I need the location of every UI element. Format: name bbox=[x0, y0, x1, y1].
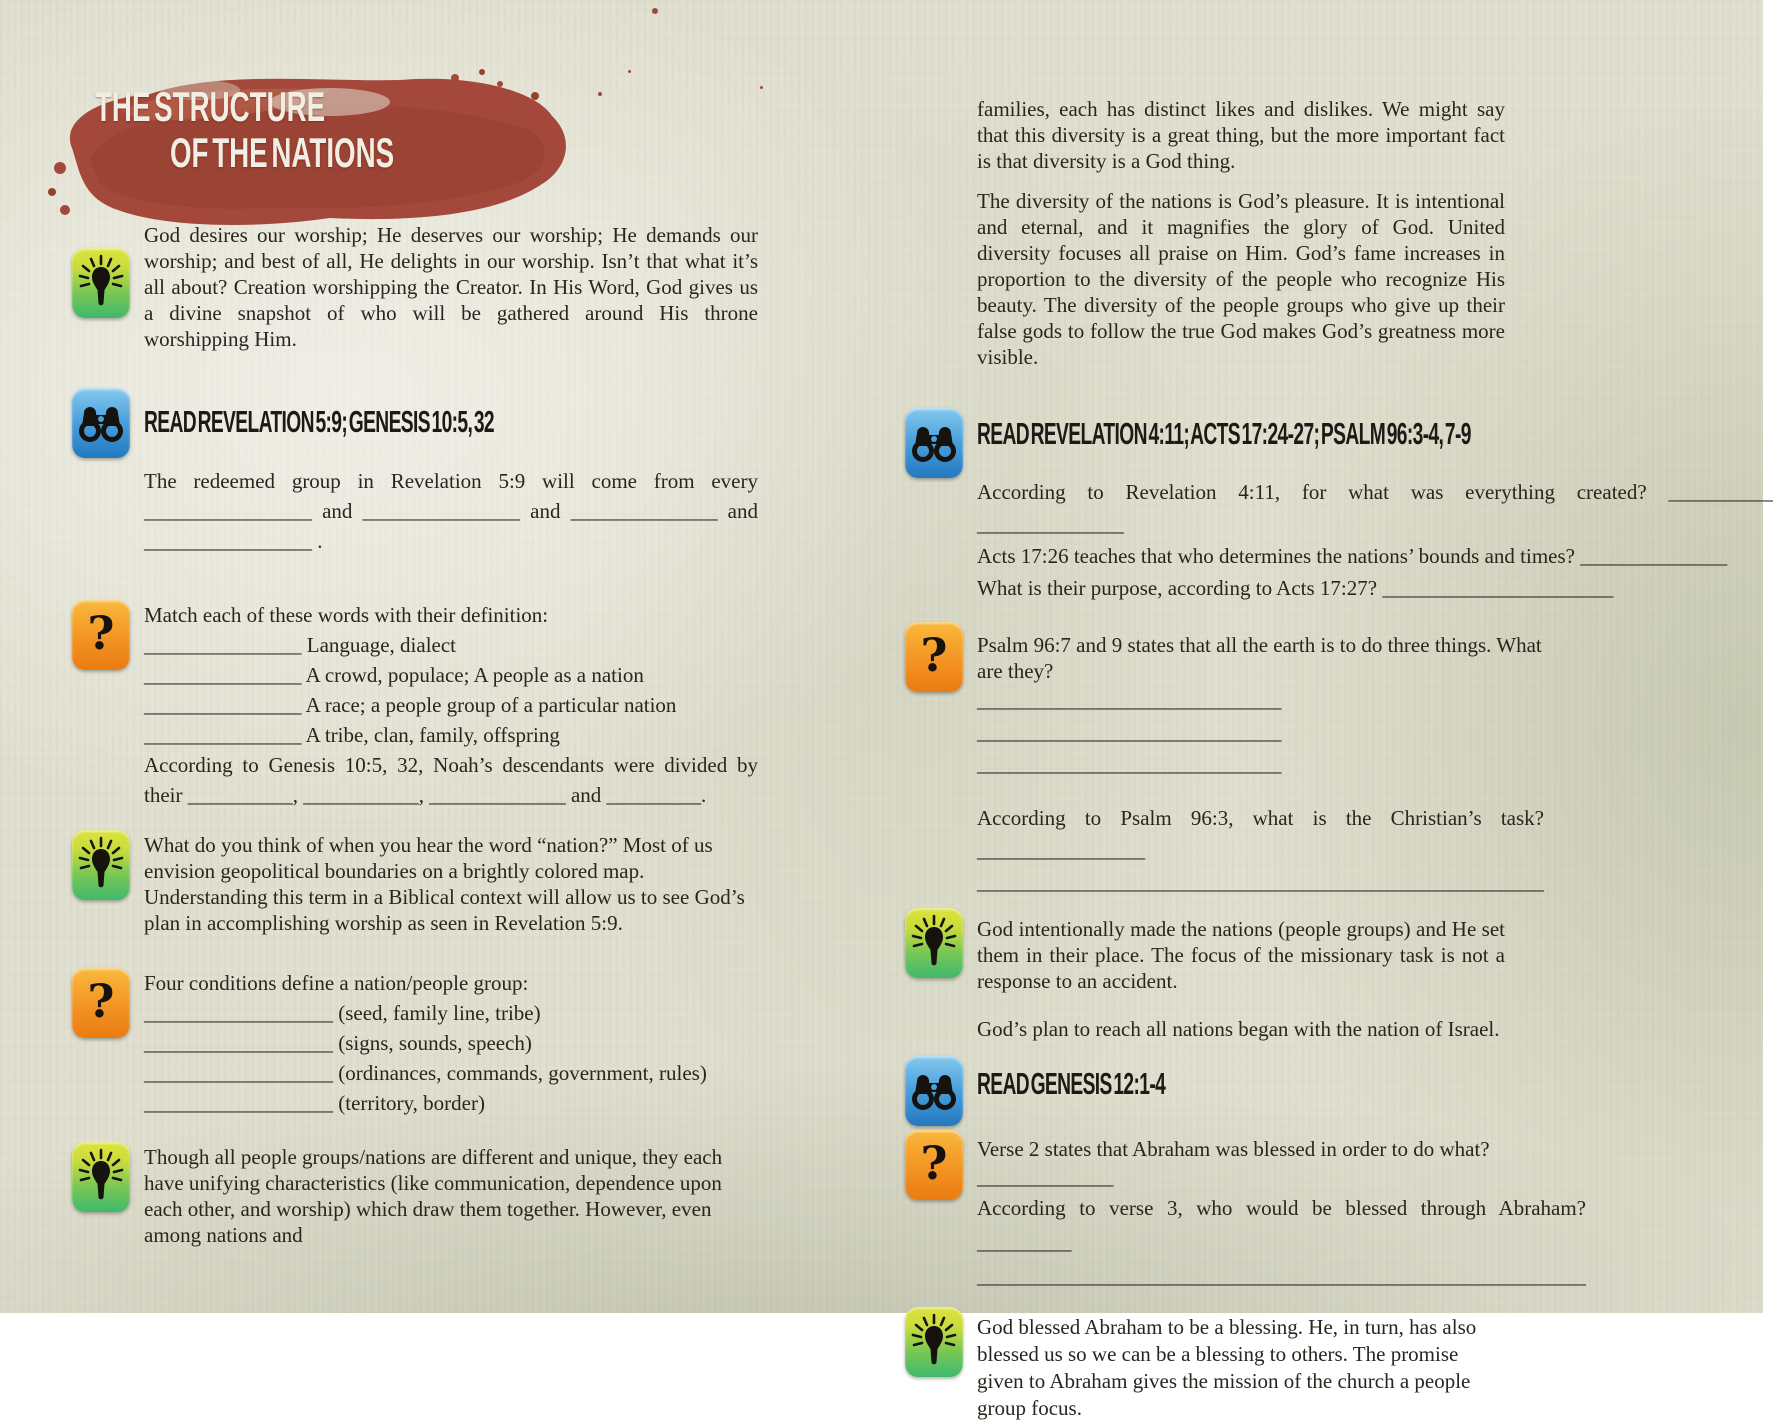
conditions-intro: Four conditions define a nation/people group: bbox=[144, 971, 529, 995]
fill-in-line: __________________ (signs, sounds, speech) bbox=[144, 1031, 532, 1055]
right-column bbox=[905, 96, 1773, 1422]
read-heading: READ REVELATION 5:9; GENESIS 10:5, 32 bbox=[144, 404, 494, 439]
fill-in-line: __________________ (ordinances, commands, government, rules) bbox=[144, 1061, 707, 1085]
question-icon bbox=[72, 968, 130, 1038]
question-icon bbox=[905, 622, 963, 692]
paragraph: God desires our worship; He deserves our worship; He demands our worship; and best of all, He delights in our worship. Isn’t that what it’s all about? Creation worshipping the Creator. In His Word, God gives us a divine snapshot of who will be gathered around His throne worshipping Him. bbox=[144, 223, 758, 351]
question-glyph: ? bbox=[920, 628, 948, 682]
section-four-conditions bbox=[72, 968, 758, 1118]
paint-speck bbox=[598, 92, 602, 96]
question-glyph: ? bbox=[87, 606, 115, 660]
fill-in-paragraph: According to verse 3, who would be blessed through Abraham? _________ __________________________________________________________ bbox=[977, 1196, 1586, 1288]
fill-in-line: __________________ (territory, border) bbox=[144, 1091, 485, 1115]
title-line-1: THE STRUCTURE bbox=[95, 83, 326, 130]
psalm-intro: Psalm 96:7 and 9 states that all the earth is to do three things. What are they? bbox=[977, 633, 1542, 683]
lightbulb-icon bbox=[72, 830, 130, 900]
paint-speck bbox=[628, 70, 631, 73]
question-glyph: ? bbox=[920, 1136, 948, 1190]
fill-in-line: _______________ A tribe, clan, family, offspring bbox=[144, 723, 560, 747]
lightbulb-icon bbox=[905, 908, 963, 978]
left-column bbox=[72, 222, 758, 1248]
section-read-rev59 bbox=[72, 388, 758, 556]
match-footer: According to Genesis 10:5, 32, Noah’s descendants were divided by their __________, ___________, _____________ and _________. bbox=[144, 753, 758, 807]
fill-in-line: _____________________________ bbox=[977, 688, 1282, 712]
question-icon bbox=[72, 600, 130, 670]
section-blessing-note bbox=[905, 1307, 1505, 1422]
fill-in-paragraph: Acts 17:26 teaches that who determines the nations’ bounds and times? ______________ bbox=[977, 544, 1728, 568]
fill-in-paragraph: Verse 2 states that Abraham was blessed in order to do what?_____________ bbox=[977, 1137, 1490, 1189]
fill-in-paragraph: According to Psalm 96:3, what is the Christian’s task? ________________ ______________________________________________________ bbox=[977, 806, 1544, 894]
section-nation-note bbox=[72, 826, 758, 936]
fill-in-line: _____________________________ bbox=[977, 720, 1282, 744]
binoculars-icon bbox=[905, 408, 963, 478]
section-read-genesis bbox=[905, 1056, 1505, 1126]
fill-in-line: __________________ (seed, family line, tribe) bbox=[144, 1001, 541, 1025]
read-heading: READ GENESIS 12:1-4 bbox=[977, 1066, 1166, 1101]
section-read-rev411 bbox=[905, 408, 1773, 604]
section-match-definitions bbox=[72, 600, 758, 810]
page-title bbox=[95, 84, 510, 176]
fill-in-paragraph: What is their purpose, according to Acts 17:27? ______________________ bbox=[977, 576, 1614, 600]
paragraph: God’s plan to reach all nations began with the nation of Israel. bbox=[977, 1017, 1500, 1041]
section-intro bbox=[72, 222, 758, 352]
paragraph: families, each has distinct likes and dislikes. We might say that this diversity is a great thing, but the more important fact is that diversity is a God thing. bbox=[977, 97, 1505, 173]
fill-in-paragraph: According to Revelation 4:11, for what was everything created? __________ ______________ bbox=[977, 480, 1773, 536]
lightbulb-icon bbox=[72, 1142, 130, 1212]
paragraph: God blessed Abraham to be a blessing. He, in turn, has also blessed us so we can be a blessing to others. The promise given to Abraham gives the mission of the church a people group focus. bbox=[977, 1315, 1477, 1420]
fill-in-paragraph: The redeemed group in Revelation 5:9 will come from every ________________ and _______________ and ______________ and ________________ . bbox=[144, 469, 758, 553]
binoculars-icon bbox=[905, 1056, 963, 1126]
paragraph: God intentionally made the nations (people groups) and He set them in their place. The focus of the missionary task is not a response to an accident. bbox=[977, 917, 1505, 993]
paint-speck bbox=[760, 86, 763, 89]
fill-in-line: _______________ Language, dialect bbox=[144, 633, 457, 657]
fill-in-line: _______________ A race; a people group of a particular nation bbox=[144, 693, 677, 717]
question-icon bbox=[905, 1130, 963, 1200]
lightbulb-icon bbox=[72, 248, 130, 318]
section-psalm bbox=[905, 622, 1544, 898]
lightbulb-icon bbox=[905, 1307, 963, 1377]
fill-in-line: _______________ A crowd, populace; A people as a nation bbox=[144, 663, 644, 687]
title-line-2: OF THE NATIONS bbox=[170, 129, 395, 176]
fill-in-line: _____________________________ bbox=[977, 752, 1282, 776]
match-intro: Match each of these words with their definition: bbox=[144, 603, 549, 627]
read-heading: READ REVELATION 4:11; ACTS 17:24-27; PSALM 96:3-4, 7-9 bbox=[977, 416, 1471, 451]
section-unifying-note bbox=[72, 1140, 758, 1248]
section-intentional-note bbox=[905, 908, 1505, 1042]
paragraph: Though all people groups/nations are different and unique, they each have unifying characteristics (like communication, dependence upon each other, and worship) which draw them together. However, even among nations and bbox=[144, 1145, 723, 1247]
paint-speck bbox=[652, 8, 658, 14]
binoculars-icon bbox=[72, 388, 130, 458]
question-glyph: ? bbox=[87, 974, 115, 1028]
section-verses bbox=[905, 1130, 1586, 1293]
paragraph: The diversity of the nations is God’s pleasure. It is intentional and eternal, and it magnifies the glory of God. United diversity focuses all praise on Him. God’s fame increases in proportion to the diversity of the people who recognize His beauty. The diversity of the people groups who give up their false gods to follow the true God makes God’s greatness more visible. bbox=[977, 189, 1505, 369]
paragraph: What do you think of when you hear the word “nation?” Most of us envision geopolitical boundaries on a brightly colored map. Understanding this term in a Biblical context will allow us to see God’s plan in accomplishing worship as seen in Revelation 5:9. bbox=[144, 833, 745, 935]
